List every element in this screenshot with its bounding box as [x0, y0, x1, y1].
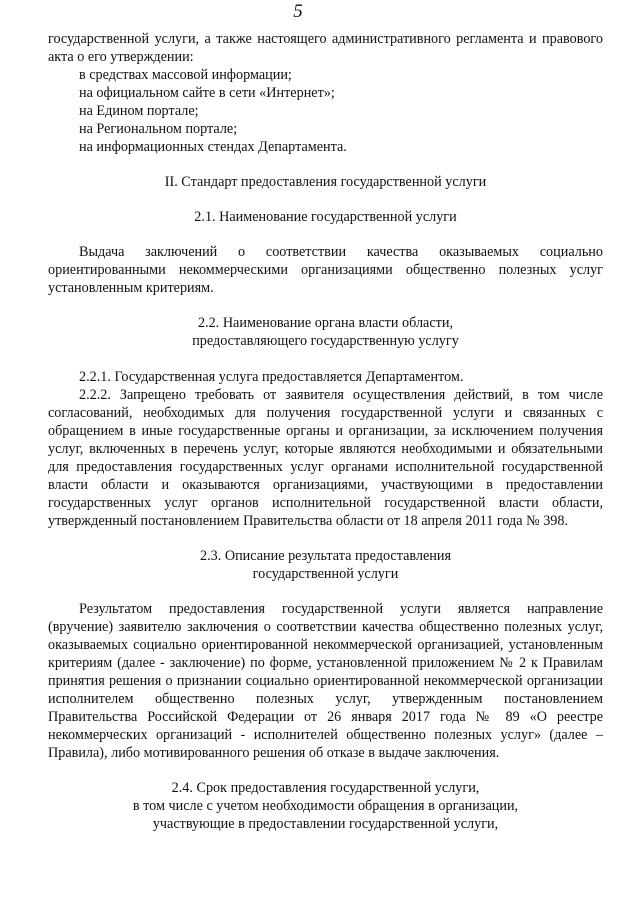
subsection-2-2-heading-line1: 2.2. Наименование органа власти области,	[197, 315, 453, 331]
paragraph-2-2-1: 2.2.1. Государственная услуга предоставляется Департаментом.	[79, 369, 464, 385]
intro-item: на Едином портале;	[79, 103, 199, 119]
paragraph-2-2-2: 2.2.2. Запрещено требовать от заявителя осуществления действий, в том числе согласований, необходимых для получения государственной услуги и связанных с обращением в иные государственные органы и организации, за исключением получения услуг, включенных в перечень услуг, которые являются необходимыми и обязательными для предоставления государственных услуг органами исполнительной государственной власти области и оказываются организациями, участвующими в предоставлении государственных услуг органов исполнительной государственной власти области, утвержденный постановлением Правительства области от 18 апреля 2011 года № 398.	[48, 387, 603, 529]
subsection-2-3-heading-line1: 2.3. Описание результата предоставления	[200, 548, 451, 564]
subsection-2-4-heading-line3: участвующие в предоставлении государственной услуги,	[152, 816, 499, 832]
intro-lead: государственной услуги, а также настоящего административного регламента и правового акта о его утверждении:	[48, 31, 603, 65]
intro-item: на Региональном портале;	[79, 121, 238, 137]
intro-item: на официальном сайте в сети «Интернет»;	[79, 85, 335, 101]
subsection-2-3-heading-line2: государственной услуги	[252, 566, 399, 582]
page-number: 5	[293, 1, 303, 22]
subsection-2-2-heading-line2: предоставляющего государственную услугу	[192, 333, 459, 349]
subsection-2-1-heading: 2.1. Наименование государственной услуги	[194, 209, 457, 225]
subsection-2-4-heading-line1: 2.4. Срок предоставления государственной услуги,	[171, 780, 480, 796]
subsection-2-3-text: Результатом предоставления государственной услуги является направление (вручение) заявителю заключения о соответствии качества общественно полезных услуг, оказываемых социально ориентированной некоммерческой организацией, установленным критериям (далее - заключение) по форме, установленной приложением № 2 к Правилам принятия решения о признании социально ориентированной некоммерческой организации исполнителем общественно полезных услуг, утвержденным постановлением Правительства Российской Федерации от 26 января 2017 года № 89 «О реестре некоммерческих организаций - исполнителей общественно полезных услуг» (далее – Правила), либо мотивированного решения об отказе в выдаче заключения.	[48, 601, 603, 761]
page-content	[48, 30, 603, 833]
subsection-2-1-text: Выдача заключений о соответствии качества оказываемых социально ориентированными некоммерческими организациями общественно полезных услуг установленным критериям.	[48, 244, 603, 296]
intro-item: на информационных стендах Департамента.	[79, 139, 347, 155]
subsection-2-4-heading-line2: в том числе с учетом необходимости обращения в организации,	[132, 798, 519, 814]
intro-item: в средствах массовой информации;	[79, 67, 292, 83]
section-2-title: II. Стандарт предоставления государственной услуги	[164, 174, 487, 190]
